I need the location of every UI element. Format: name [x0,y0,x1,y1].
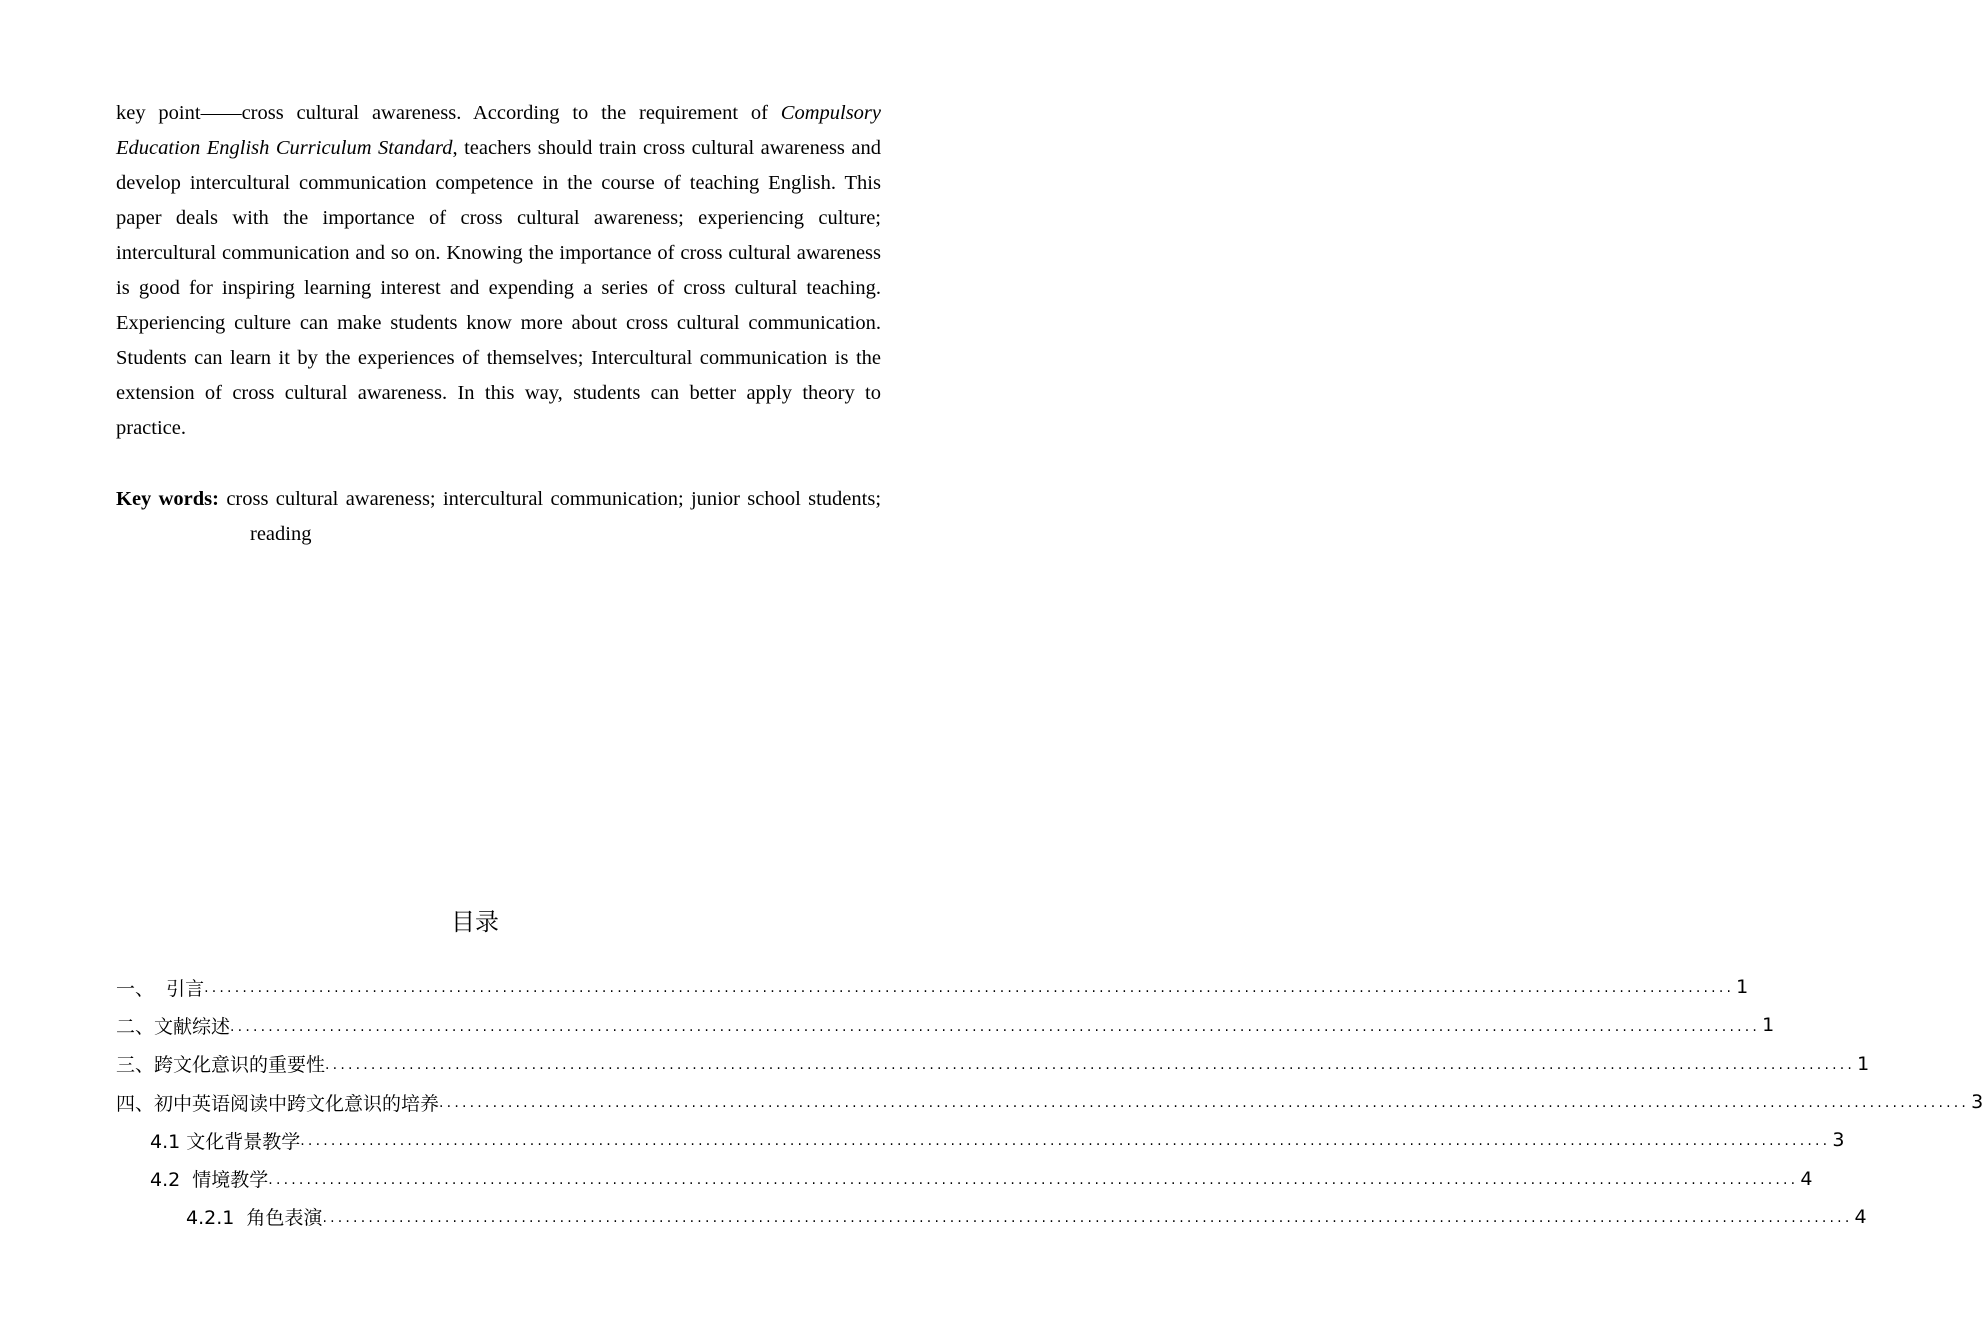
toc-entry-label: 一、 引言 [116,974,204,1001]
toc-page-number: 4 [1854,1205,1867,1228]
toc-page-number: 1 [1736,976,1749,999]
abstract-text-start: key point——cross cultural awareness. According to the requirement of [116,102,781,124]
toc-dot-leader: ........................................................................................................................................................................................................ [204,980,1735,997]
toc-entry-label: 4.2.1 角色表演 [186,1203,322,1230]
toc-entry-literature-review[interactable] [116,1006,1775,1044]
toc-entry-label: 三、跨文化意识的重要性 [116,1050,325,1077]
curriculum-standard-title: Compulsory Education English Curriculum Standard [116,102,881,159]
toc-entry-introduction[interactable] [116,968,1749,1006]
toc-dot-leader: ........................................................................................................................................................................................................ [325,1056,1856,1073]
toc-page-number: 3 [1832,1129,1845,1152]
abstract-paragraph [116,96,881,446]
toc-entry-label: 4.1 文化背景教学 [150,1127,300,1154]
toc-dot-leader: ........................................................................................................................................................................................................ [230,1018,1761,1035]
toc-entry-label: 4.2 情境教学 [150,1165,268,1192]
toc-entry-role-play[interactable] [116,1198,1867,1236]
toc-page-number: 1 [1857,1052,1870,1075]
toc-entry-importance[interactable] [116,1045,1870,1083]
toc-dot-leader: ........................................................................................................................................................................................................ [439,1095,1970,1112]
toc-dot-leader: ........................................................................................................................................................................................................ [300,1133,1831,1150]
toc-page-number: 1 [1762,1014,1775,1037]
toc-entry-cultural-background[interactable] [116,1121,1845,1159]
toc-entry-label: 二、文献综述 [116,1012,230,1039]
table-of-contents [116,968,1983,1236]
keywords-text: cross cultural awareness; intercultural communication; junior school students; reading [226,488,882,545]
abstract-text-rest: , teachers should train cross cultural awareness and develop intercultural communication competence in the course of teaching English. This paper deals with the importance of cross cultural awareness; experiencing culture; intercultural communication and so on. Knowing the importance of cross cultural awareness is good for inspiring learning interest and expending a series of cross cultural teaching. Experiencing culture can make students know more about cross cultural communication. Students can learn it by the experiences of themselves; Intercultural communication is the extension of cross cultural awareness. In this way, students can better apply theory to practice. [116,137,881,439]
toc-title: 目录 [451,908,499,936]
keywords-paragraph [116,482,881,552]
toc-entry-label: 四、初中英语阅读中跨文化意识的培养 [116,1089,439,1116]
toc-dot-leader: ........................................................................................................................................................................................................ [268,1171,1799,1188]
toc-page-number: 4 [1800,1167,1813,1190]
keywords-label: Key words: [116,488,219,510]
toc-entry-cultivation[interactable] [116,1083,1983,1121]
toc-page-number: 3 [1971,1091,1983,1114]
toc-dot-leader: ........................................................................................................................................................................................................ [322,1210,1853,1227]
toc-entry-situational-teaching[interactable] [116,1159,1813,1197]
